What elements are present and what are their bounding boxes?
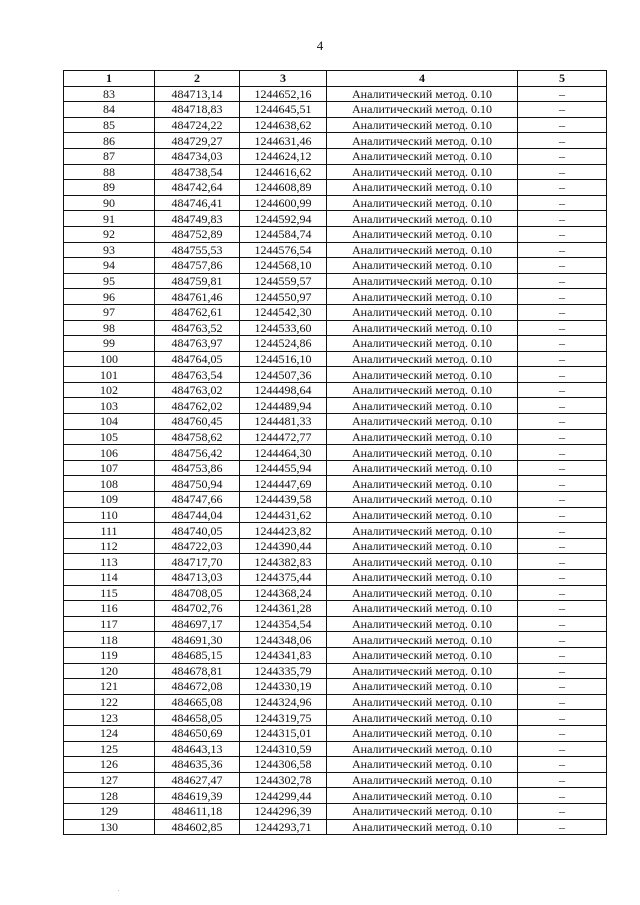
y-coordinate-cell: 1244638,62 bbox=[240, 117, 327, 133]
point-number-cell: 114 bbox=[64, 570, 155, 586]
table-row bbox=[64, 289, 607, 305]
x-coordinate-cell: 484742,64 bbox=[155, 180, 240, 196]
point-number-cell: 86 bbox=[64, 133, 155, 149]
table-row bbox=[64, 414, 607, 430]
note-cell: – bbox=[518, 616, 607, 632]
y-coordinate-cell: 1244296,39 bbox=[240, 803, 327, 819]
method-cell: Аналитический метод. 0.10 bbox=[327, 476, 518, 492]
method-cell: Аналитический метод. 0.10 bbox=[327, 304, 518, 320]
method-cell: Аналитический метод. 0.10 bbox=[327, 632, 518, 648]
point-number-cell: 100 bbox=[64, 351, 155, 367]
note-cell: – bbox=[518, 180, 607, 196]
point-number-cell: 128 bbox=[64, 788, 155, 804]
x-coordinate-cell: 484713,03 bbox=[155, 570, 240, 586]
x-coordinate-cell: 484697,17 bbox=[155, 616, 240, 632]
note-cell: – bbox=[518, 102, 607, 118]
point-number-cell: 113 bbox=[64, 554, 155, 570]
method-cell: Аналитический метод. 0.10 bbox=[327, 570, 518, 586]
note-cell: – bbox=[518, 554, 607, 570]
note-cell: – bbox=[518, 242, 607, 258]
note-cell: – bbox=[518, 632, 607, 648]
point-number-cell: 101 bbox=[64, 367, 155, 383]
note-cell: – bbox=[518, 429, 607, 445]
point-number-cell: 111 bbox=[64, 523, 155, 539]
y-coordinate-cell: 1244624,12 bbox=[240, 148, 327, 164]
point-number-cell: 98 bbox=[64, 320, 155, 336]
x-coordinate-cell: 484763,97 bbox=[155, 336, 240, 352]
note-cell: – bbox=[518, 647, 607, 663]
note-cell: – bbox=[518, 164, 607, 180]
method-cell: Аналитический метод. 0.10 bbox=[327, 289, 518, 305]
note-cell: – bbox=[518, 585, 607, 601]
note-cell: – bbox=[518, 258, 607, 274]
column-header-4: 4 bbox=[327, 71, 518, 87]
point-number-cell: 94 bbox=[64, 258, 155, 274]
x-coordinate-cell: 484627,47 bbox=[155, 772, 240, 788]
column-header-3: 3 bbox=[240, 71, 327, 87]
table-row bbox=[64, 647, 607, 663]
y-coordinate-cell: 1244472,77 bbox=[240, 429, 327, 445]
x-coordinate-cell: 484665,08 bbox=[155, 694, 240, 710]
point-number-cell: 129 bbox=[64, 803, 155, 819]
method-cell: Аналитический метод. 0.10 bbox=[327, 117, 518, 133]
point-number-cell: 85 bbox=[64, 117, 155, 133]
table-row bbox=[64, 460, 607, 476]
method-cell: Аналитический метод. 0.10 bbox=[327, 336, 518, 352]
table-row bbox=[64, 351, 607, 367]
method-cell: Аналитический метод. 0.10 bbox=[327, 679, 518, 695]
point-number-cell: 116 bbox=[64, 601, 155, 617]
method-cell: Аналитический метод. 0.10 bbox=[327, 585, 518, 601]
point-number-cell: 121 bbox=[64, 679, 155, 695]
method-cell: Аналитический метод. 0.10 bbox=[327, 803, 518, 819]
table-row bbox=[64, 694, 607, 710]
y-coordinate-cell: 1244390,44 bbox=[240, 538, 327, 554]
table-row bbox=[64, 382, 607, 398]
point-number-cell: 91 bbox=[64, 211, 155, 227]
x-coordinate-cell: 484764,05 bbox=[155, 351, 240, 367]
y-coordinate-cell: 1244631,46 bbox=[240, 133, 327, 149]
method-cell: Аналитический метод. 0.10 bbox=[327, 819, 518, 835]
point-number-cell: 102 bbox=[64, 382, 155, 398]
note-cell: – bbox=[518, 445, 607, 461]
method-cell: Аналитический метод. 0.10 bbox=[327, 398, 518, 414]
point-number-cell: 120 bbox=[64, 663, 155, 679]
table-row bbox=[64, 117, 607, 133]
x-coordinate-cell: 484746,41 bbox=[155, 195, 240, 211]
note-cell: – bbox=[518, 772, 607, 788]
method-cell: Аналитический метод. 0.10 bbox=[327, 382, 518, 398]
point-number-cell: 119 bbox=[64, 647, 155, 663]
note-cell: – bbox=[518, 492, 607, 508]
x-coordinate-cell: 484602,85 bbox=[155, 819, 240, 835]
y-coordinate-cell: 1244447,69 bbox=[240, 476, 327, 492]
method-cell: Аналитический метод. 0.10 bbox=[327, 757, 518, 773]
method-cell: Аналитический метод. 0.10 bbox=[327, 694, 518, 710]
table-row bbox=[64, 679, 607, 695]
table-row bbox=[64, 523, 607, 539]
method-cell: Аналитический метод. 0.10 bbox=[327, 601, 518, 617]
method-cell: Аналитический метод. 0.10 bbox=[327, 725, 518, 741]
note-cell: – bbox=[518, 414, 607, 430]
point-number-cell: 95 bbox=[64, 273, 155, 289]
note-cell: – bbox=[518, 819, 607, 835]
point-number-cell: 118 bbox=[64, 632, 155, 648]
table-row bbox=[64, 102, 607, 118]
x-coordinate-cell: 484635,36 bbox=[155, 757, 240, 773]
method-cell: Аналитический метод. 0.10 bbox=[327, 554, 518, 570]
point-number-cell: 96 bbox=[64, 289, 155, 305]
note-cell: – bbox=[518, 710, 607, 726]
x-coordinate-cell: 484755,53 bbox=[155, 242, 240, 258]
note-cell: – bbox=[518, 725, 607, 741]
table-row bbox=[64, 741, 607, 757]
method-cell: Аналитический метод. 0.10 bbox=[327, 226, 518, 242]
point-number-cell: 103 bbox=[64, 398, 155, 414]
point-number-cell: 127 bbox=[64, 772, 155, 788]
column-header-5: 5 bbox=[518, 71, 607, 87]
point-number-cell: 99 bbox=[64, 336, 155, 352]
y-coordinate-cell: 1244354,54 bbox=[240, 616, 327, 632]
point-number-cell: 83 bbox=[64, 86, 155, 102]
x-coordinate-cell: 484762,61 bbox=[155, 304, 240, 320]
y-coordinate-cell: 1244498,64 bbox=[240, 382, 327, 398]
y-coordinate-cell: 1244576,54 bbox=[240, 242, 327, 258]
y-coordinate-cell: 1244330,19 bbox=[240, 679, 327, 695]
method-cell: Аналитический метод. 0.10 bbox=[327, 710, 518, 726]
x-coordinate-cell: 484713,14 bbox=[155, 86, 240, 102]
table-row bbox=[64, 725, 607, 741]
table-row bbox=[64, 803, 607, 819]
table-row bbox=[64, 757, 607, 773]
y-coordinate-cell: 1244592,94 bbox=[240, 211, 327, 227]
note-cell: – bbox=[518, 226, 607, 242]
y-coordinate-cell: 1244293,71 bbox=[240, 819, 327, 835]
table-row bbox=[64, 133, 607, 149]
y-coordinate-cell: 1244315,01 bbox=[240, 725, 327, 741]
table-row bbox=[64, 195, 607, 211]
table-row bbox=[64, 476, 607, 492]
y-coordinate-cell: 1244439,58 bbox=[240, 492, 327, 508]
y-coordinate-cell: 1244464,30 bbox=[240, 445, 327, 461]
method-cell: Аналитический метод. 0.10 bbox=[327, 647, 518, 663]
y-coordinate-cell: 1244608,89 bbox=[240, 180, 327, 196]
x-coordinate-cell: 484717,70 bbox=[155, 554, 240, 570]
table-header-row bbox=[64, 71, 607, 87]
y-coordinate-cell: 1244431,62 bbox=[240, 507, 327, 523]
note-cell: – bbox=[518, 757, 607, 773]
method-cell: Аналитический метод. 0.10 bbox=[327, 507, 518, 523]
x-coordinate-cell: 484747,66 bbox=[155, 492, 240, 508]
y-coordinate-cell: 1244559,57 bbox=[240, 273, 327, 289]
x-coordinate-cell: 484752,89 bbox=[155, 226, 240, 242]
x-coordinate-cell: 484702,76 bbox=[155, 601, 240, 617]
method-cell: Аналитический метод. 0.10 bbox=[327, 663, 518, 679]
table-row bbox=[64, 507, 607, 523]
x-coordinate-cell: 484763,54 bbox=[155, 367, 240, 383]
method-cell: Аналитический метод. 0.10 bbox=[327, 772, 518, 788]
method-cell: Аналитический метод. 0.10 bbox=[327, 211, 518, 227]
method-cell: Аналитический метод. 0.10 bbox=[327, 86, 518, 102]
note-cell: – bbox=[518, 86, 607, 102]
point-number-cell: 90 bbox=[64, 195, 155, 211]
note-cell: – bbox=[518, 398, 607, 414]
table-row bbox=[64, 492, 607, 508]
y-coordinate-cell: 1244568,10 bbox=[240, 258, 327, 274]
point-number-cell: 112 bbox=[64, 538, 155, 554]
table-row bbox=[64, 86, 607, 102]
note-cell: – bbox=[518, 382, 607, 398]
note-cell: – bbox=[518, 523, 607, 539]
table-row bbox=[64, 772, 607, 788]
table-row bbox=[64, 180, 607, 196]
y-coordinate-cell: 1244302,78 bbox=[240, 772, 327, 788]
x-coordinate-cell: 484763,02 bbox=[155, 382, 240, 398]
method-cell: Аналитический метод. 0.10 bbox=[327, 351, 518, 367]
method-cell: Аналитический метод. 0.10 bbox=[327, 320, 518, 336]
method-cell: Аналитический метод. 0.10 bbox=[327, 741, 518, 757]
note-cell: – bbox=[518, 741, 607, 757]
x-coordinate-cell: 484758,62 bbox=[155, 429, 240, 445]
x-coordinate-cell: 484658,05 bbox=[155, 710, 240, 726]
table-row bbox=[64, 164, 607, 180]
point-number-cell: 106 bbox=[64, 445, 155, 461]
y-coordinate-cell: 1244550,97 bbox=[240, 289, 327, 305]
method-cell: Аналитический метод. 0.10 bbox=[327, 164, 518, 180]
y-coordinate-cell: 1244361,28 bbox=[240, 601, 327, 617]
note-cell: – bbox=[518, 195, 607, 211]
x-coordinate-cell: 484756,42 bbox=[155, 445, 240, 461]
method-cell: Аналитический метод. 0.10 bbox=[327, 367, 518, 383]
table-row bbox=[64, 242, 607, 258]
coordinates-table bbox=[63, 70, 607, 835]
point-number-cell: 110 bbox=[64, 507, 155, 523]
y-coordinate-cell: 1244310,59 bbox=[240, 741, 327, 757]
page-number: 4 bbox=[316, 38, 324, 53]
point-number-cell: 109 bbox=[64, 492, 155, 508]
table-row bbox=[64, 429, 607, 445]
y-coordinate-cell: 1244516,10 bbox=[240, 351, 327, 367]
x-coordinate-cell: 484650,69 bbox=[155, 725, 240, 741]
note-cell: – bbox=[518, 679, 607, 695]
point-number-cell: 126 bbox=[64, 757, 155, 773]
point-number-cell: 117 bbox=[64, 616, 155, 632]
method-cell: Аналитический метод. 0.10 bbox=[327, 616, 518, 632]
x-coordinate-cell: 484672,08 bbox=[155, 679, 240, 695]
y-coordinate-cell: 1244645,51 bbox=[240, 102, 327, 118]
x-coordinate-cell: 484738,54 bbox=[155, 164, 240, 180]
note-cell: – bbox=[518, 507, 607, 523]
note-cell: – bbox=[518, 570, 607, 586]
point-number-cell: 92 bbox=[64, 226, 155, 242]
y-coordinate-cell: 1244348,06 bbox=[240, 632, 327, 648]
y-coordinate-cell: 1244584,74 bbox=[240, 226, 327, 242]
x-coordinate-cell: 484750,94 bbox=[155, 476, 240, 492]
note-cell: – bbox=[518, 788, 607, 804]
table-body bbox=[64, 86, 607, 835]
note-cell: – bbox=[518, 133, 607, 149]
method-cell: Аналитический метод. 0.10 bbox=[327, 429, 518, 445]
point-number-cell: 125 bbox=[64, 741, 155, 757]
point-number-cell: 105 bbox=[64, 429, 155, 445]
point-number-cell: 107 bbox=[64, 460, 155, 476]
table-row bbox=[64, 273, 607, 289]
method-cell: Аналитический метод. 0.10 bbox=[327, 148, 518, 164]
note-cell: – bbox=[518, 320, 607, 336]
table-row bbox=[64, 585, 607, 601]
x-coordinate-cell: 484718,83 bbox=[155, 102, 240, 118]
note-cell: – bbox=[518, 367, 607, 383]
method-cell: Аналитический метод. 0.10 bbox=[327, 523, 518, 539]
y-coordinate-cell: 1244335,79 bbox=[240, 663, 327, 679]
point-number-cell: 84 bbox=[64, 102, 155, 118]
y-coordinate-cell: 1244382,83 bbox=[240, 554, 327, 570]
y-coordinate-cell: 1244652,16 bbox=[240, 86, 327, 102]
note-cell: – bbox=[518, 476, 607, 492]
note-cell: – bbox=[518, 538, 607, 554]
table-row bbox=[64, 226, 607, 242]
table-row bbox=[64, 601, 607, 617]
table-row bbox=[64, 398, 607, 414]
x-coordinate-cell: 484619,39 bbox=[155, 788, 240, 804]
table-row bbox=[64, 570, 607, 586]
x-coordinate-cell: 484729,27 bbox=[155, 133, 240, 149]
x-coordinate-cell: 484722,03 bbox=[155, 538, 240, 554]
x-coordinate-cell: 484757,86 bbox=[155, 258, 240, 274]
x-coordinate-cell: 484749,83 bbox=[155, 211, 240, 227]
y-coordinate-cell: 1244455,94 bbox=[240, 460, 327, 476]
note-cell: – bbox=[518, 304, 607, 320]
x-coordinate-cell: 484740,05 bbox=[155, 523, 240, 539]
table-row bbox=[64, 336, 607, 352]
table-row bbox=[64, 710, 607, 726]
note-cell: – bbox=[518, 803, 607, 819]
y-coordinate-cell: 1244533,60 bbox=[240, 320, 327, 336]
method-cell: Аналитический метод. 0.10 bbox=[327, 273, 518, 289]
table-row bbox=[64, 632, 607, 648]
x-coordinate-cell: 484761,46 bbox=[155, 289, 240, 305]
column-header-2: 2 bbox=[155, 71, 240, 87]
x-coordinate-cell: 484734,03 bbox=[155, 148, 240, 164]
point-number-cell: 108 bbox=[64, 476, 155, 492]
note-cell: – bbox=[518, 336, 607, 352]
method-cell: Аналитический метод. 0.10 bbox=[327, 242, 518, 258]
x-coordinate-cell: 484753,86 bbox=[155, 460, 240, 476]
y-coordinate-cell: 1244489,94 bbox=[240, 398, 327, 414]
method-cell: Аналитический метод. 0.10 bbox=[327, 133, 518, 149]
note-cell: – bbox=[518, 273, 607, 289]
point-number-cell: 122 bbox=[64, 694, 155, 710]
x-coordinate-cell: 484685,15 bbox=[155, 647, 240, 663]
x-coordinate-cell: 484691,30 bbox=[155, 632, 240, 648]
scan-speck bbox=[118, 890, 119, 891]
point-number-cell: 124 bbox=[64, 725, 155, 741]
point-number-cell: 123 bbox=[64, 710, 155, 726]
y-coordinate-cell: 1244423,82 bbox=[240, 523, 327, 539]
table-row bbox=[64, 258, 607, 274]
x-coordinate-cell: 484763,52 bbox=[155, 320, 240, 336]
y-coordinate-cell: 1244507,36 bbox=[240, 367, 327, 383]
y-coordinate-cell: 1244542,30 bbox=[240, 304, 327, 320]
method-cell: Аналитический метод. 0.10 bbox=[327, 258, 518, 274]
x-coordinate-cell: 484724,22 bbox=[155, 117, 240, 133]
note-cell: – bbox=[518, 117, 607, 133]
method-cell: Аналитический метод. 0.10 bbox=[327, 180, 518, 196]
method-cell: Аналитический метод. 0.10 bbox=[327, 538, 518, 554]
note-cell: – bbox=[518, 148, 607, 164]
y-coordinate-cell: 1244616,62 bbox=[240, 164, 327, 180]
table-row bbox=[64, 788, 607, 804]
y-coordinate-cell: 1244306,58 bbox=[240, 757, 327, 773]
table-row bbox=[64, 148, 607, 164]
table-row bbox=[64, 445, 607, 461]
method-cell: Аналитический метод. 0.10 bbox=[327, 460, 518, 476]
point-number-cell: 130 bbox=[64, 819, 155, 835]
note-cell: – bbox=[518, 694, 607, 710]
point-number-cell: 88 bbox=[64, 164, 155, 180]
x-coordinate-cell: 484744,04 bbox=[155, 507, 240, 523]
table-row bbox=[64, 304, 607, 320]
table-row bbox=[64, 538, 607, 554]
method-cell: Аналитический метод. 0.10 bbox=[327, 788, 518, 804]
table-row bbox=[64, 819, 607, 835]
y-coordinate-cell: 1244375,44 bbox=[240, 570, 327, 586]
point-number-cell: 89 bbox=[64, 180, 155, 196]
x-coordinate-cell: 484762,02 bbox=[155, 398, 240, 414]
x-coordinate-cell: 484759,81 bbox=[155, 273, 240, 289]
table-row bbox=[64, 367, 607, 383]
y-coordinate-cell: 1244600,99 bbox=[240, 195, 327, 211]
method-cell: Аналитический метод. 0.10 bbox=[327, 492, 518, 508]
x-coordinate-cell: 484760,45 bbox=[155, 414, 240, 430]
table-row bbox=[64, 616, 607, 632]
y-coordinate-cell: 1244368,24 bbox=[240, 585, 327, 601]
note-cell: – bbox=[518, 351, 607, 367]
note-cell: – bbox=[518, 460, 607, 476]
table-row bbox=[64, 320, 607, 336]
table-row bbox=[64, 663, 607, 679]
method-cell: Аналитический метод. 0.10 bbox=[327, 195, 518, 211]
y-coordinate-cell: 1244341,83 bbox=[240, 647, 327, 663]
method-cell: Аналитический метод. 0.10 bbox=[327, 102, 518, 118]
y-coordinate-cell: 1244524,86 bbox=[240, 336, 327, 352]
x-coordinate-cell: 484611,18 bbox=[155, 803, 240, 819]
y-coordinate-cell: 1244324,96 bbox=[240, 694, 327, 710]
note-cell: – bbox=[518, 663, 607, 679]
note-cell: – bbox=[518, 211, 607, 227]
table-row bbox=[64, 211, 607, 227]
x-coordinate-cell: 484678,81 bbox=[155, 663, 240, 679]
point-number-cell: 115 bbox=[64, 585, 155, 601]
x-coordinate-cell: 484643,13 bbox=[155, 741, 240, 757]
table-row bbox=[64, 554, 607, 570]
point-number-cell: 97 bbox=[64, 304, 155, 320]
method-cell: Аналитический метод. 0.10 bbox=[327, 414, 518, 430]
column-header-1: 1 bbox=[64, 71, 155, 87]
y-coordinate-cell: 1244319,75 bbox=[240, 710, 327, 726]
y-coordinate-cell: 1244299,44 bbox=[240, 788, 327, 804]
y-coordinate-cell: 1244481,33 bbox=[240, 414, 327, 430]
point-number-cell: 104 bbox=[64, 414, 155, 430]
method-cell: Аналитический метод. 0.10 bbox=[327, 445, 518, 461]
note-cell: – bbox=[518, 289, 607, 305]
x-coordinate-cell: 484708,05 bbox=[155, 585, 240, 601]
note-cell: – bbox=[518, 601, 607, 617]
point-number-cell: 87 bbox=[64, 148, 155, 164]
point-number-cell: 93 bbox=[64, 242, 155, 258]
